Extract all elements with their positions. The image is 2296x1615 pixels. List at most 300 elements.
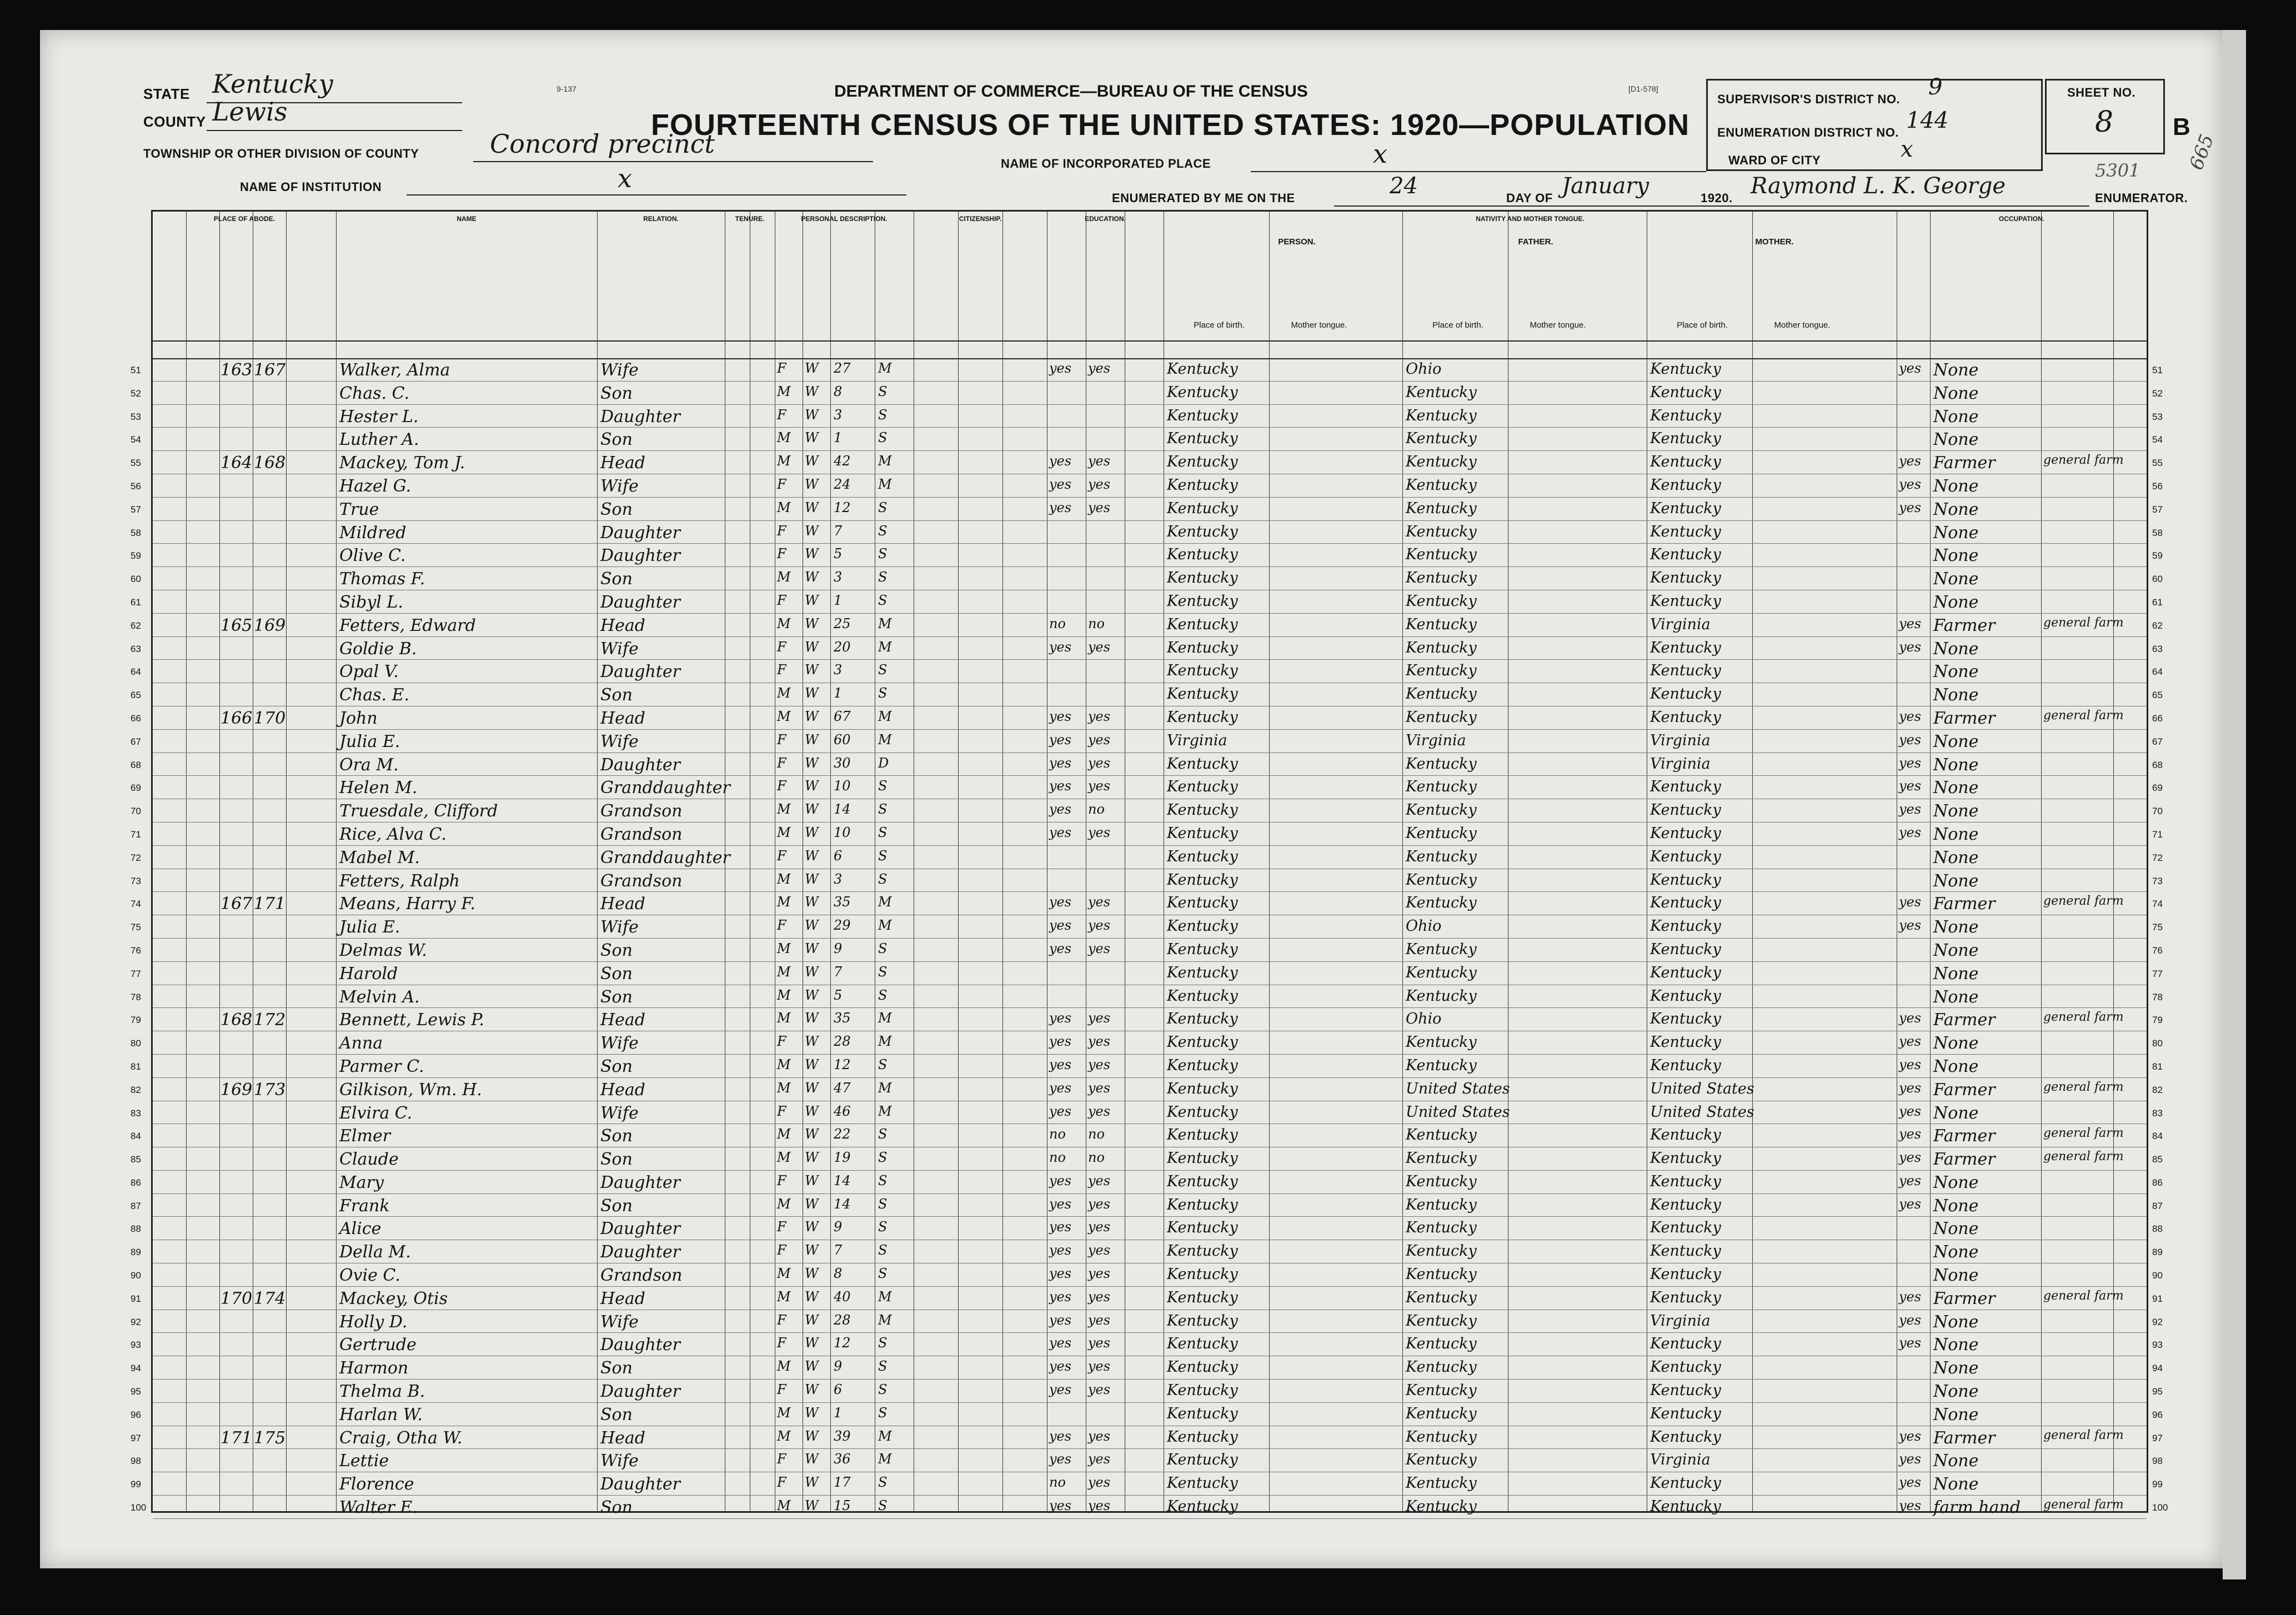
cell-ms: S — [878, 499, 888, 515]
cell-race: W — [805, 708, 819, 724]
cell-mpob: Virginia — [1650, 1312, 1711, 1330]
cell-ind: general farm — [2043, 1498, 2124, 1512]
cell-ms: M — [878, 639, 892, 655]
cell-ms: D — [878, 755, 889, 771]
cell-mpob: Kentucky — [1650, 1034, 1721, 1051]
cell-w: yes — [1088, 1451, 1111, 1467]
table-row — [131, 892, 2163, 915]
cell-sex: M — [777, 987, 791, 1003]
line-number-right: 56 — [2152, 480, 2163, 491]
cell-trade: Farmer — [1933, 1010, 1996, 1030]
cell-eng: yes — [1899, 1474, 1922, 1491]
cell-sex: F — [777, 917, 786, 934]
citizenship-header: CITIZENSHIP. — [914, 212, 1047, 340]
cell-rel: Wife — [600, 1103, 639, 1123]
cell-race: W — [805, 685, 819, 701]
cell-trade: Farmer — [1933, 1080, 1996, 1100]
line-number: 82 — [131, 1084, 141, 1095]
cell-trade: None — [1933, 1405, 1979, 1425]
cell-name: Thelma B. — [339, 1382, 425, 1402]
cell-fpob: Kentucky — [1406, 1358, 1477, 1376]
line-number-right: 73 — [2152, 875, 2163, 886]
cell-trade: None — [1933, 499, 1979, 519]
day-of-label: DAY OF — [1506, 191, 1553, 205]
cell-fpob: Kentucky — [1406, 824, 1477, 842]
place-of-abode-header: PLACE OF ABODE. — [153, 212, 337, 340]
cell-w: yes — [1088, 1474, 1111, 1491]
cell-pob: Kentucky — [1167, 1103, 1238, 1121]
line-number-right: 79 — [2152, 1015, 2163, 1026]
line-number-right: 85 — [2152, 1154, 2163, 1165]
cell-mpob: Kentucky — [1650, 476, 1721, 494]
table-row — [131, 869, 2163, 892]
cell-age: 1 — [834, 1405, 843, 1421]
cell-race: W — [805, 1056, 819, 1072]
table-row — [131, 1333, 2163, 1356]
cell-trade: None — [1933, 430, 1979, 450]
cell-age: 22 — [834, 1126, 851, 1142]
cell-mpob: Kentucky — [1650, 801, 1721, 819]
cell-sex: F — [777, 1335, 786, 1351]
cell-name: Chas. E. — [339, 685, 410, 705]
line-number: 62 — [131, 620, 141, 631]
cell-race: W — [805, 1451, 819, 1467]
cell-sex: F — [777, 1172, 786, 1188]
cell-ms: S — [878, 1126, 888, 1142]
cell-mpob: Kentucky — [1650, 894, 1721, 912]
cell-race: W — [805, 1126, 819, 1142]
cell-trade: None — [1933, 1172, 1979, 1192]
cell-rel: Grandson — [600, 824, 683, 844]
cell-race: W — [805, 964, 819, 980]
cell-trade: None — [1933, 1242, 1979, 1262]
cell-r: yes — [1049, 499, 1072, 515]
cell-race: W — [805, 940, 819, 956]
cell-pob: Kentucky — [1167, 1172, 1238, 1190]
cell-mpob: Kentucky — [1650, 523, 1721, 540]
cell-eng: yes — [1899, 801, 1922, 817]
cell-sex: F — [777, 1103, 786, 1119]
father-subheader: FATHER. — [1518, 237, 1553, 247]
cell-w: yes — [1088, 1056, 1111, 1072]
cell-w: yes — [1088, 940, 1111, 956]
cell-r: yes — [1049, 940, 1072, 956]
department-title: DEPARTMENT OF COMMERCE—BUREAU OF THE CENSUS — [834, 82, 1308, 101]
line-number: 75 — [131, 922, 141, 933]
cell-fpob: Kentucky — [1406, 894, 1477, 912]
cell-mpob: Kentucky — [1650, 1358, 1721, 1376]
cell-pob: Kentucky — [1167, 824, 1238, 842]
cell-mpob: Kentucky — [1650, 1498, 1721, 1516]
cell-ms: M — [878, 360, 892, 376]
cell-pob: Kentucky — [1167, 407, 1238, 424]
cell-w: yes — [1088, 778, 1111, 794]
person-subheader: PERSON. — [1278, 237, 1316, 247]
cell-sex: F — [777, 1312, 786, 1328]
nativity-header: NATIVITY AND MOTHER TONGUE. — [1164, 212, 1897, 340]
cell-mpob: Kentucky — [1650, 546, 1721, 564]
cell-mpob: Kentucky — [1650, 1405, 1721, 1422]
cell-sex: M — [777, 1150, 791, 1166]
cell-fpob: Kentucky — [1406, 1172, 1477, 1190]
cell-trade: None — [1933, 1103, 1979, 1123]
cell-rel: Daughter — [600, 1172, 680, 1192]
mother-subheader: MOTHER. — [1755, 237, 1794, 247]
cell-fpob: Kentucky — [1406, 1150, 1477, 1167]
cell-rel: Wife — [600, 1451, 639, 1471]
cell-mpob: Kentucky — [1650, 1056, 1721, 1074]
cell-race: W — [805, 1034, 819, 1050]
cell-rel: Wife — [600, 917, 639, 937]
cell-trade: None — [1933, 1358, 1979, 1378]
cell-mpob: Kentucky — [1650, 569, 1721, 587]
cell-name: Hazel G. — [339, 476, 412, 496]
cell-fpob: Kentucky — [1406, 755, 1477, 773]
table-row — [131, 799, 2163, 822]
cell-w: yes — [1088, 1288, 1111, 1305]
cell-ms: S — [878, 383, 888, 399]
table-row — [131, 451, 2163, 474]
line-number-right: 63 — [2152, 643, 2163, 654]
cell-race: W — [805, 1335, 819, 1351]
line-number: 83 — [131, 1107, 141, 1119]
cell-name: Helen M. — [339, 778, 418, 798]
cell-r: yes — [1049, 1266, 1072, 1282]
cell-trade: None — [1933, 639, 1979, 659]
cell-name: Craig, Otha W. — [339, 1428, 463, 1448]
cell-age: 36 — [834, 1451, 851, 1467]
cell-rel: Daughter — [600, 546, 680, 566]
cell-race: W — [805, 847, 819, 864]
cell-mpob: Virginia — [1650, 615, 1711, 633]
line-number-right: 53 — [2152, 411, 2163, 422]
cell-mpob: Kentucky — [1650, 1242, 1721, 1260]
cell-name: Julia E. — [339, 917, 400, 937]
cell-age: 20 — [834, 639, 851, 655]
cell-name: Means, Harry F. — [339, 894, 476, 914]
cell-rel: Daughter — [600, 662, 680, 682]
line-number: 88 — [131, 1223, 141, 1235]
cell-sex: F — [777, 546, 786, 562]
cell-name: Fetters, Edward — [339, 615, 476, 635]
census-rows — [131, 358, 2168, 1519]
cell-sex: F — [777, 662, 786, 678]
cell-w: yes — [1088, 1312, 1111, 1328]
cell-name: Mary — [339, 1172, 384, 1192]
cell-race: W — [805, 1312, 819, 1328]
cell-name: John — [339, 708, 378, 728]
table-row — [131, 1055, 2163, 1078]
cell-pob: Kentucky — [1167, 662, 1238, 680]
line-number-right: 96 — [2152, 1409, 2163, 1420]
line-number-right: 90 — [2152, 1270, 2163, 1281]
cell-ms: S — [878, 662, 888, 678]
cell-age: 7 — [834, 523, 843, 539]
cell-ms: M — [878, 917, 892, 934]
cell-eng: yes — [1899, 499, 1922, 515]
institution-label: NAME OF INSTITUTION — [240, 180, 382, 194]
cell-w: yes — [1088, 1266, 1111, 1282]
sheet-number: 8 — [2095, 106, 2114, 139]
cell-name: Harold — [339, 964, 398, 984]
table-row — [131, 730, 2163, 753]
cell-trade: None — [1933, 476, 1979, 496]
cell-w: yes — [1088, 755, 1111, 771]
cell-race: W — [805, 523, 819, 539]
cell-r: no — [1049, 615, 1066, 631]
table-row — [131, 776, 2163, 799]
cell-age: 67 — [834, 708, 851, 724]
cell-eng: yes — [1899, 1010, 1922, 1026]
cell-sex: F — [777, 1034, 786, 1050]
cell-pob: Kentucky — [1167, 1080, 1238, 1097]
cell-trade: None — [1933, 755, 1979, 775]
cell-rel: Wife — [600, 476, 639, 496]
cell-fpob: Kentucky — [1406, 708, 1477, 726]
relation-header: RELATION. — [597, 212, 725, 340]
cell-r: yes — [1049, 1358, 1072, 1375]
line-number-right: 70 — [2152, 806, 2163, 817]
cell-pob: Kentucky — [1167, 940, 1238, 958]
cell-eng: yes — [1899, 755, 1922, 771]
cell-mpob: Kentucky — [1650, 940, 1721, 958]
cell-pob: Kentucky — [1167, 1056, 1238, 1074]
cell-eng: yes — [1899, 917, 1922, 934]
cell-eng: yes — [1899, 1451, 1922, 1467]
enumerated-line — [1334, 205, 2089, 207]
cell-rel: Daughter — [600, 1474, 680, 1494]
cell-mpob: Kentucky — [1650, 662, 1721, 680]
cell-age: 35 — [834, 1010, 851, 1026]
line-number: 71 — [131, 829, 141, 840]
cell-rel: Daughter — [600, 1219, 680, 1239]
cell-w: yes — [1088, 1196, 1111, 1212]
cell-mpob: United States — [1650, 1080, 1754, 1097]
table-row — [131, 567, 2163, 590]
cell-fpob: Kentucky — [1406, 964, 1477, 981]
cell-mpob: Kentucky — [1650, 1150, 1721, 1167]
cell-r: yes — [1049, 1335, 1072, 1351]
cell-ms: S — [878, 685, 888, 701]
cell-rel: Daughter — [600, 592, 680, 612]
cell-trade: None — [1933, 801, 1979, 821]
cell-ind: general farm — [2043, 615, 2124, 630]
cell-rel: Son — [600, 987, 633, 1007]
cell-ms: M — [878, 1010, 892, 1026]
cell-rel: Son — [600, 1150, 633, 1170]
cell-age: 1 — [834, 430, 843, 446]
line-number-right: 67 — [2152, 736, 2163, 747]
line-number-right: 83 — [2152, 1107, 2163, 1119]
cell-rel: Daughter — [600, 1242, 680, 1262]
table-row — [131, 428, 2163, 451]
cell-age: 42 — [834, 453, 851, 469]
cell-pob: Kentucky — [1167, 1498, 1238, 1516]
cell-rel: Grandson — [600, 801, 683, 821]
cell-trade: None — [1933, 360, 1979, 380]
cell-w: yes — [1088, 824, 1111, 840]
cell-pob: Kentucky — [1167, 847, 1238, 865]
cell-rel: Son — [600, 940, 633, 960]
incorporated-line — [1251, 171, 1706, 172]
line-number-right: 61 — [2152, 596, 2163, 608]
cell-eng: yes — [1899, 1034, 1922, 1050]
cell-ms: S — [878, 546, 888, 562]
census-title: FOURTEENTH CENSUS OF THE UNITED STATES: 1920—POPULATION — [651, 108, 1690, 142]
cell-sex: M — [777, 1056, 791, 1072]
cell-trade: None — [1933, 1196, 1979, 1216]
cell-age: 25 — [834, 615, 851, 631]
line-number: 57 — [131, 504, 141, 515]
cell-w: yes — [1088, 1080, 1111, 1096]
cell-fpob: Kentucky — [1406, 1196, 1477, 1213]
line-number-right: 80 — [2152, 1038, 2163, 1049]
cell-sex: F — [777, 1382, 786, 1398]
cell-fpob: Kentucky — [1406, 685, 1477, 703]
cell-rel: Son — [600, 569, 633, 589]
cell-pob: Kentucky — [1167, 1405, 1238, 1422]
cell-rel: Head — [600, 1428, 646, 1448]
cell-w: no — [1088, 801, 1105, 817]
cell-fpob: Kentucky — [1406, 523, 1477, 540]
cell-pob: Kentucky — [1167, 1451, 1238, 1469]
cell-fpob: Kentucky — [1406, 615, 1477, 633]
cell-age: 5 — [834, 987, 843, 1003]
cell-fpob: Kentucky — [1406, 383, 1477, 401]
father-tongue-subheader: Mother tongue. — [1530, 320, 1586, 330]
cell-mpob: Kentucky — [1650, 847, 1721, 865]
table-row — [131, 590, 2163, 614]
cell-trade: None — [1933, 1219, 1979, 1239]
cell-trade: Farmer — [1933, 894, 1996, 914]
cell-rel: Son — [600, 430, 633, 450]
cell-r: yes — [1049, 1219, 1072, 1235]
enumerator-label: ENUMERATOR. — [2095, 191, 2188, 205]
line-number: 87 — [131, 1200, 141, 1211]
cell-mpob: Virginia — [1650, 731, 1711, 749]
cell-r: no — [1049, 1474, 1066, 1491]
township-line — [473, 161, 873, 162]
cell-name: Goldie B. — [339, 639, 417, 659]
cell-sex: M — [777, 871, 791, 887]
cell-eng: yes — [1899, 1150, 1922, 1166]
cell-mpob: Kentucky — [1650, 1266, 1721, 1283]
cell-race: W — [805, 801, 819, 817]
line-number-right: 72 — [2152, 852, 2163, 863]
cell-fam: 171 — [254, 894, 286, 914]
cell-sex: F — [777, 476, 786, 492]
cell-name: Melvin A. — [339, 987, 420, 1007]
cell-rel: Head — [600, 1288, 646, 1308]
column-number-strip — [153, 340, 2147, 359]
cell-pob: Kentucky — [1167, 778, 1238, 796]
cell-race: W — [805, 1150, 819, 1166]
cell-race: W — [805, 778, 819, 794]
line-number: 100 — [131, 1502, 147, 1513]
table-row — [131, 846, 2163, 869]
cell-race: W — [805, 662, 819, 678]
cell-pob: Kentucky — [1167, 639, 1238, 656]
cell-age: 28 — [834, 1312, 851, 1328]
line-number: 96 — [131, 1409, 141, 1420]
cell-age: 17 — [834, 1474, 851, 1491]
father-pob-subheader: Place of birth. — [1432, 320, 1483, 330]
incorporated-label: NAME OF INCORPORATED PLACE — [1001, 157, 1211, 170]
cell-dw: 171 — [220, 1428, 253, 1448]
cell-sex: M — [777, 430, 791, 446]
cell-name: Harlan W. — [339, 1405, 423, 1425]
cell-name: Gilkison, Wm. H. — [339, 1080, 482, 1100]
line-number: 77 — [131, 968, 141, 979]
cell-name: Walter E. — [339, 1498, 418, 1518]
cell-trade: None — [1933, 987, 1979, 1007]
cell-pob: Kentucky — [1167, 453, 1238, 471]
cell-fpob: Kentucky — [1406, 1498, 1477, 1516]
cell-race: W — [805, 1428, 819, 1444]
cell-ind: general farm — [2043, 894, 2124, 909]
cell-mpob: Kentucky — [1650, 1474, 1721, 1492]
cell-pob: Kentucky — [1167, 1474, 1238, 1492]
cell-pob: Kentucky — [1167, 1358, 1238, 1376]
cell-name: Walker, Alma — [339, 360, 450, 380]
cell-rel: Head — [600, 894, 646, 914]
cell-race: W — [805, 894, 819, 910]
line-number: 74 — [131, 899, 141, 910]
cell-mpob: Kentucky — [1650, 499, 1721, 517]
cell-trade: None — [1933, 847, 1979, 867]
cell-dw: 164 — [220, 453, 253, 473]
table-row — [131, 706, 2163, 730]
cell-ms: S — [878, 1474, 888, 1491]
cell-fam: 174 — [254, 1288, 286, 1308]
enumeration-label: ENUMERATION DISTRICT NO. — [1717, 126, 1899, 139]
line-number-right: 99 — [2152, 1479, 2163, 1490]
cell-age: 3 — [834, 569, 843, 585]
line-number: 61 — [131, 596, 141, 608]
line-number: 78 — [131, 991, 141, 1002]
cell-pob: Kentucky — [1167, 1335, 1238, 1353]
line-number-right: 98 — [2152, 1456, 2163, 1467]
cell-rel: Wife — [600, 731, 639, 751]
line-number: 81 — [131, 1061, 141, 1072]
cell-race: W — [805, 1405, 819, 1421]
cell-ms: M — [878, 1080, 892, 1096]
cell-pob: Kentucky — [1167, 360, 1238, 378]
cell-sex: M — [777, 1080, 791, 1096]
cell-fpob: Kentucky — [1406, 871, 1477, 889]
cell-trade: None — [1933, 1474, 1979, 1494]
cell-race: W — [805, 383, 819, 399]
cell-name: Delmas W. — [339, 940, 427, 960]
cell-name: Mildred — [339, 523, 407, 543]
cell-trade: None — [1933, 685, 1979, 705]
cell-mpob: Kentucky — [1650, 708, 1721, 726]
line-number-right: 82 — [2152, 1084, 2163, 1095]
line-number: 98 — [131, 1456, 141, 1467]
supervisor-label: SUPERVISOR'S DISTRICT NO. — [1717, 92, 1901, 106]
cell-race: W — [805, 987, 819, 1003]
line-number-right: 57 — [2152, 504, 2163, 515]
cell-name: Truesdale, Clifford — [339, 801, 498, 821]
person-tongue-subheader: Mother tongue. — [1291, 320, 1347, 330]
line-number: 80 — [131, 1038, 141, 1049]
cell-trade: Farmer — [1933, 1150, 1996, 1170]
line-number-right: 97 — [2152, 1432, 2163, 1443]
line-number: 94 — [131, 1363, 141, 1374]
cell-age: 7 — [834, 1242, 843, 1258]
cell-fpob: Kentucky — [1406, 453, 1477, 471]
cell-race: W — [805, 546, 819, 562]
